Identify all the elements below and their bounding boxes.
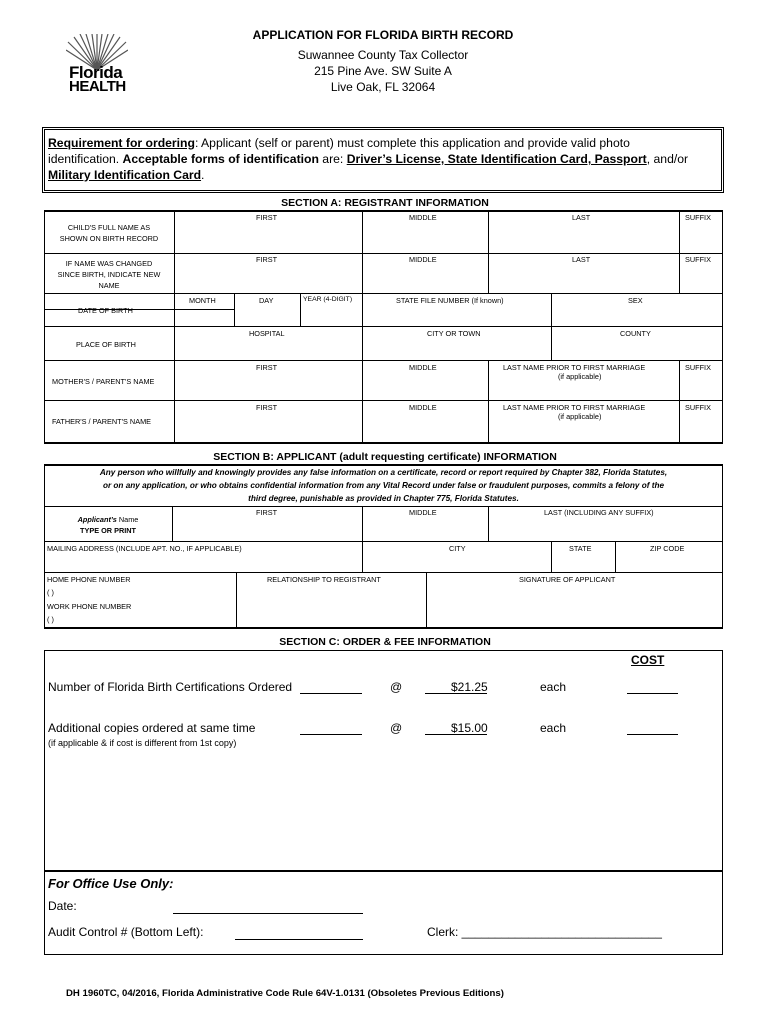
pob-label: PLACE OF BIRTH	[76, 340, 136, 349]
requirement-line-3: Military Identification Card.	[48, 168, 205, 182]
applicant-middle-label: MIDDLE	[409, 508, 437, 517]
mother-if-applicable-label: (if applicable)	[558, 372, 602, 381]
child-middle-label: MIDDLE	[409, 213, 437, 222]
home-phone-label: HOME PHONE NUMBER	[47, 575, 131, 584]
section-b-title: SECTION B: APPLICANT (adult requesting certificate) INFORMATION	[213, 451, 557, 463]
county-field[interactable]	[552, 339, 721, 359]
new-first-field[interactable]	[175, 265, 361, 292]
certifications-each: each	[540, 680, 567, 694]
mother-suffix-field[interactable]	[680, 381, 721, 399]
applicant-last-field[interactable]	[489, 518, 721, 540]
child-first-field[interactable]	[175, 224, 361, 252]
city-label: CITY	[449, 544, 466, 553]
applicant-middle-field[interactable]	[363, 518, 487, 540]
father-label: FATHER'S / PARENT'S NAME	[52, 417, 152, 426]
father-last-field[interactable]	[489, 421, 678, 441]
mailing-address-label: MAILING ADDRESS (INCLUDE APT. NO., IF APPLICABLE)	[47, 544, 242, 553]
child-middle-field[interactable]	[363, 224, 487, 252]
signature-label: SIGNATURE OF APPLICANT	[519, 575, 616, 584]
child-suffix-field[interactable]	[680, 224, 721, 252]
dob-label: DATE OF BIRTH	[78, 306, 133, 315]
new-suffix-field[interactable]	[680, 265, 721, 292]
state-field[interactable]	[552, 554, 614, 571]
office-use-title: For Office Use Only:	[48, 876, 174, 891]
additional-cost-line[interactable]	[627, 734, 678, 735]
signature-field[interactable]	[427, 585, 721, 626]
year-label: YEAR (4-DIGIT)	[303, 296, 353, 303]
day-label: DAY	[259, 296, 274, 305]
new-last-field[interactable]	[489, 265, 678, 292]
state-file-field[interactable]	[363, 306, 550, 325]
new-suffix-label: SUFFIX	[685, 255, 711, 264]
mother-last-field[interactable]	[489, 381, 678, 399]
requirement-line-2: identification. Acceptable forms of identification are: Driver’s License, State Identification Card, Passport, and/or	[48, 152, 689, 166]
audit-control-label: Audit Control # (Bottom Left):	[48, 925, 204, 939]
father-middle-label: MIDDLE	[409, 403, 437, 412]
section-a-title: SECTION A: REGISTRANT INFORMATION	[281, 197, 489, 209]
office-date-label: Date:	[48, 899, 77, 913]
office-address-1: 215 Pine Ave. SW Suite A	[314, 64, 452, 78]
certifications-price: $21.25	[451, 680, 488, 694]
father-first-field[interactable]	[175, 421, 361, 441]
home-phone-paren: ( )	[47, 588, 54, 597]
section-c-title: SECTION C: ORDER & FEE INFORMATION	[279, 636, 491, 648]
relationship-field[interactable]	[237, 585, 425, 626]
mother-middle-field[interactable]	[363, 381, 487, 399]
home-phone-field[interactable]	[62, 586, 232, 598]
child-suffix-label: SUFFIX	[685, 213, 711, 222]
father-if-applicable-label: (if applicable)	[558, 412, 602, 421]
certifications-qty-line[interactable]	[300, 693, 362, 694]
additional-each: each	[540, 721, 567, 735]
new-middle-label: MIDDLE	[409, 255, 437, 264]
mother-label: MOTHER'S / PARENT'S NAME	[52, 377, 155, 386]
father-suffix-field[interactable]	[680, 421, 721, 441]
sex-label: SEX	[628, 296, 643, 305]
logo-florida-text: Florida	[69, 63, 123, 82]
city-field[interactable]	[363, 554, 550, 571]
office-address-2: Live Oak, FL 32064	[330, 80, 436, 94]
form-title: APPLICATION FOR FLORIDA BIRTH RECORD	[252, 28, 514, 42]
mother-suffix-label: SUFFIX	[685, 363, 711, 372]
cost-header: COST	[631, 653, 665, 667]
form-footer: DH 1960TC, 04/2016, Florida Administrative Code Rule 64V-1.0131 (Obsoletes Previous Editions)	[66, 988, 504, 999]
name-changed-label: IF NAME WAS CHANGED SINCE BIRTH, INDICATE NEW NAME	[57, 259, 161, 290]
additional-price: $15.00	[451, 721, 488, 735]
requirement-line-1: Requirement for ordering: Applicant (self or parent) must complete this application and provide valid photo	[48, 136, 630, 150]
mother-last-prior-label: LAST NAME PRIOR TO FIRST MARRIAGE	[503, 363, 646, 372]
work-phone-paren: ( )	[47, 615, 54, 624]
certifications-label: Number of Florida Birth Certifications Ordered	[48, 680, 293, 694]
warning-line-1: Any person who willfully and knowingly provides any false information on a certificate, record or report required by Chapter 382, Florida Statutes,	[99, 468, 668, 477]
father-last-prior-label: LAST NAME PRIOR TO FIRST MARRIAGE	[503, 403, 646, 412]
florida-health-logo	[66, 34, 128, 94]
type-print-label: TYPE OR PRINT	[80, 526, 136, 535]
mother-first-field[interactable]	[175, 381, 361, 399]
father-suffix-label: SUFFIX	[685, 403, 711, 412]
mother-first-label: FIRST	[256, 363, 278, 372]
month-label: MONTH	[189, 296, 216, 305]
additional-copies-label: Additional copies ordered at same time	[48, 721, 256, 735]
mother-middle-label: MIDDLE	[409, 363, 437, 372]
additional-copies-note: (if applicable & if cost is different from 1st copy)	[48, 738, 237, 748]
mailing-address-field[interactable]	[45, 554, 361, 571]
additional-at: @	[390, 721, 403, 735]
office-name: Suwannee County Tax Collector	[297, 48, 469, 62]
warning-line-2: or on any application, or who obtains confidential information from any Vital Record under false or fraudulent purposes, commits a felony of the	[102, 481, 665, 490]
hospital-label: HOSPITAL	[249, 329, 285, 338]
applicant-name-label: Applicant’s Name	[77, 515, 139, 524]
applicant-first-label: FIRST	[256, 508, 278, 517]
applicant-first-field[interactable]	[173, 518, 361, 540]
new-middle-field[interactable]	[363, 265, 487, 292]
certifications-cost-line[interactable]	[627, 693, 678, 694]
logo-health-text: HEALTH	[69, 78, 126, 95]
applicant-last-label: LAST (INCLUDING ANY SUFFIX)	[544, 508, 654, 517]
child-last-label: LAST	[572, 213, 591, 222]
relationship-label: RELATIONSHIP TO REGISTRANT	[267, 575, 381, 584]
father-first-label: FIRST	[256, 403, 278, 412]
zip-field[interactable]	[616, 554, 721, 571]
zip-label: ZIP CODE	[650, 544, 685, 553]
work-phone-label: WORK PHONE NUMBER	[47, 602, 132, 611]
state-file-label: STATE FILE NUMBER (If known)	[396, 296, 504, 305]
new-first-label: FIRST	[256, 255, 278, 264]
work-phone-field[interactable]	[62, 613, 232, 625]
dob-day-field[interactable]	[235, 306, 299, 325]
new-last-label: LAST	[572, 255, 591, 264]
county-label: COUNTY	[620, 329, 651, 338]
office-date-line[interactable]	[173, 913, 363, 914]
child-first-label: FIRST	[256, 213, 278, 222]
dob-year-field[interactable]	[301, 306, 361, 325]
certifications-at: @	[390, 680, 403, 694]
father-middle-field[interactable]	[363, 421, 487, 441]
child-name-label: CHILD'S FULL NAME AS SHOWN ON BIRTH RECORD	[59, 223, 159, 243]
state-label: STATE	[569, 544, 592, 553]
child-last-field[interactable]	[489, 224, 678, 252]
city-town-label: CITY OR TOWN	[427, 329, 481, 338]
sex-field[interactable]	[552, 306, 721, 325]
city-town-field[interactable]	[363, 339, 550, 359]
audit-control-line[interactable]	[235, 939, 363, 940]
additional-qty-line[interactable]	[300, 734, 362, 735]
dob-month-field[interactable]	[175, 306, 233, 325]
hospital-field[interactable]	[175, 339, 361, 359]
clerk-label: Clerk: ______________________________	[427, 925, 662, 939]
warning-line-3: third degree, punishable as provided in Chapter 775, Florida Statutes.	[248, 494, 519, 503]
